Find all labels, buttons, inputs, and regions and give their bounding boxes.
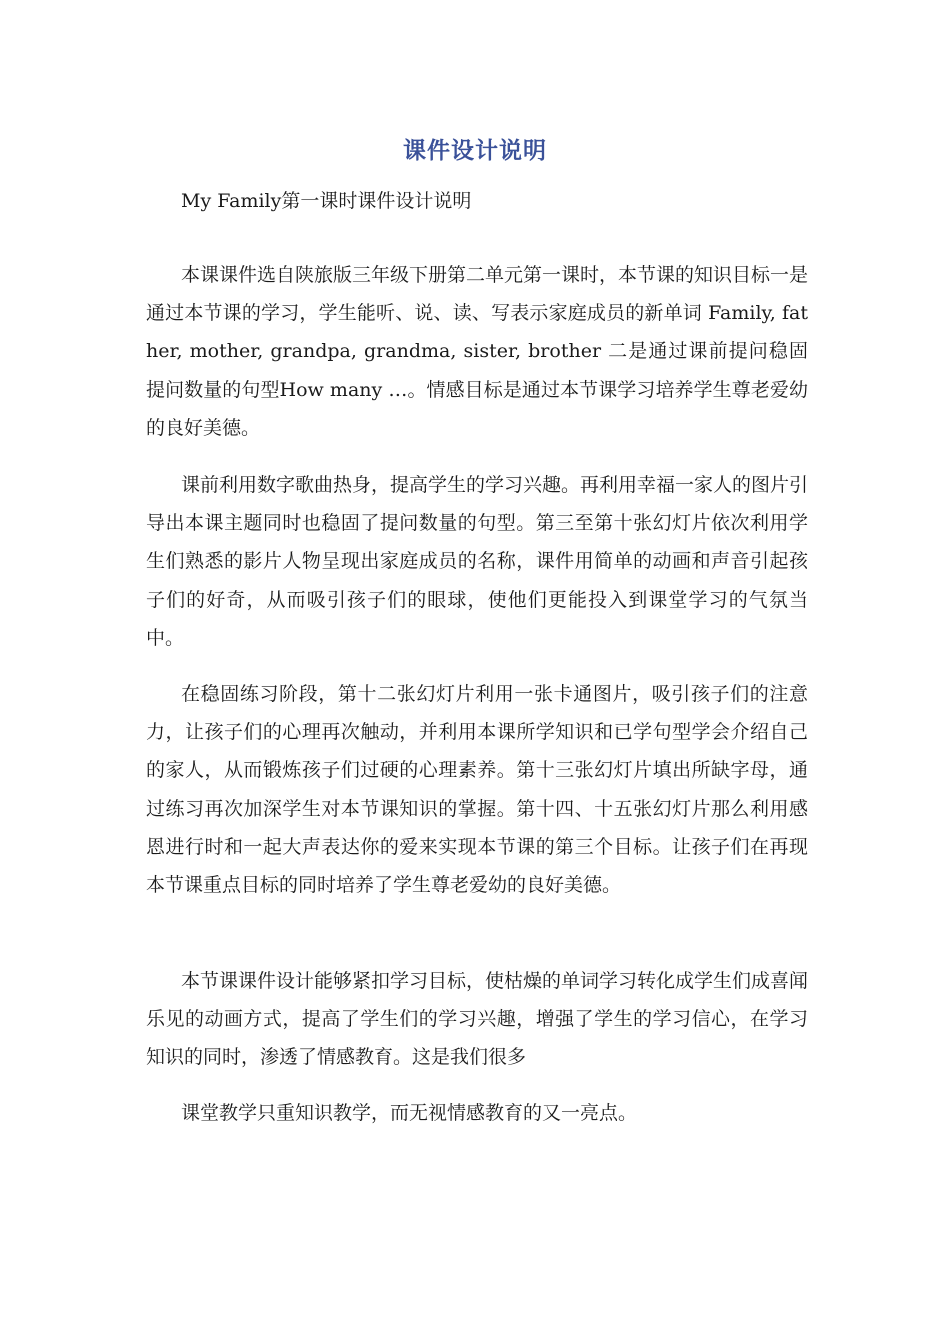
- paragraph-4: 本节课课件设计能够紧扣学习目标，使枯燥的单词学习转化成学生们成喜闻乐见的动画方式，提高了学生们的学习兴趣，增强了学生的学习信心，在学习知识的同时，渗透了情感教育。这是我们很多: [146, 970, 809, 1069]
- document-subtitle: My Family第一课时课件设计说明: [181, 190, 472, 212]
- paragraph-1: 本课课件选自陕旅版三年级下册第二单元第一课时，本节课的知识目标一是通过本节课的学习，学生能听、说、读、写表示家庭成员的新单词 Family, father, mother, grandpa, grandma, sister, brother 二是通过课前提问稳固提问数量的句型How many …。情感目标是通过本节课学习培养学生尊老爱幼的良好美德。: [146, 264, 809, 439]
- paragraph-5: 课堂教学只重知识教学，而无视情感教育的又一亮点。: [181, 1102, 638, 1124]
- paragraph-3: 在稳固练习阶段，第十二张幻灯片利用一张卡通图片，吸引孩子们的注意力，让孩子们的心理再次触动，并利用本课所学知识和已学句型学会介绍自己的家人，从而锻炼孩子们过硬的心理素养。第十三张幻灯片填出所缺字母，通过练习再次加深学生对本节课知识的掌握。第十四、十五张幻灯片那么利用感恩进行时和一起大声表达你的爱来实现本节课的第三个目标。让孩子们在再现本节课重点目标的同时培养了学生尊老爱幼的良好美德。: [146, 683, 808, 897]
- paragraph-2: 课前利用数字歌曲热身，提高学生的学习兴趣。再利用幸福一家人的图片引导出本课主题同时也稳固了提问数量的句型。第三至第十张幻灯片依次利用学生们熟悉的影片人物呈现出家庭成员的名称，课件用简单的动画和声音引起孩子们的好奇，从而吸引孩子们的眼球，使他们更能投入到课堂学习的气氛当中。: [146, 474, 809, 649]
- document-title: 课件设计说明: [403, 138, 547, 164]
